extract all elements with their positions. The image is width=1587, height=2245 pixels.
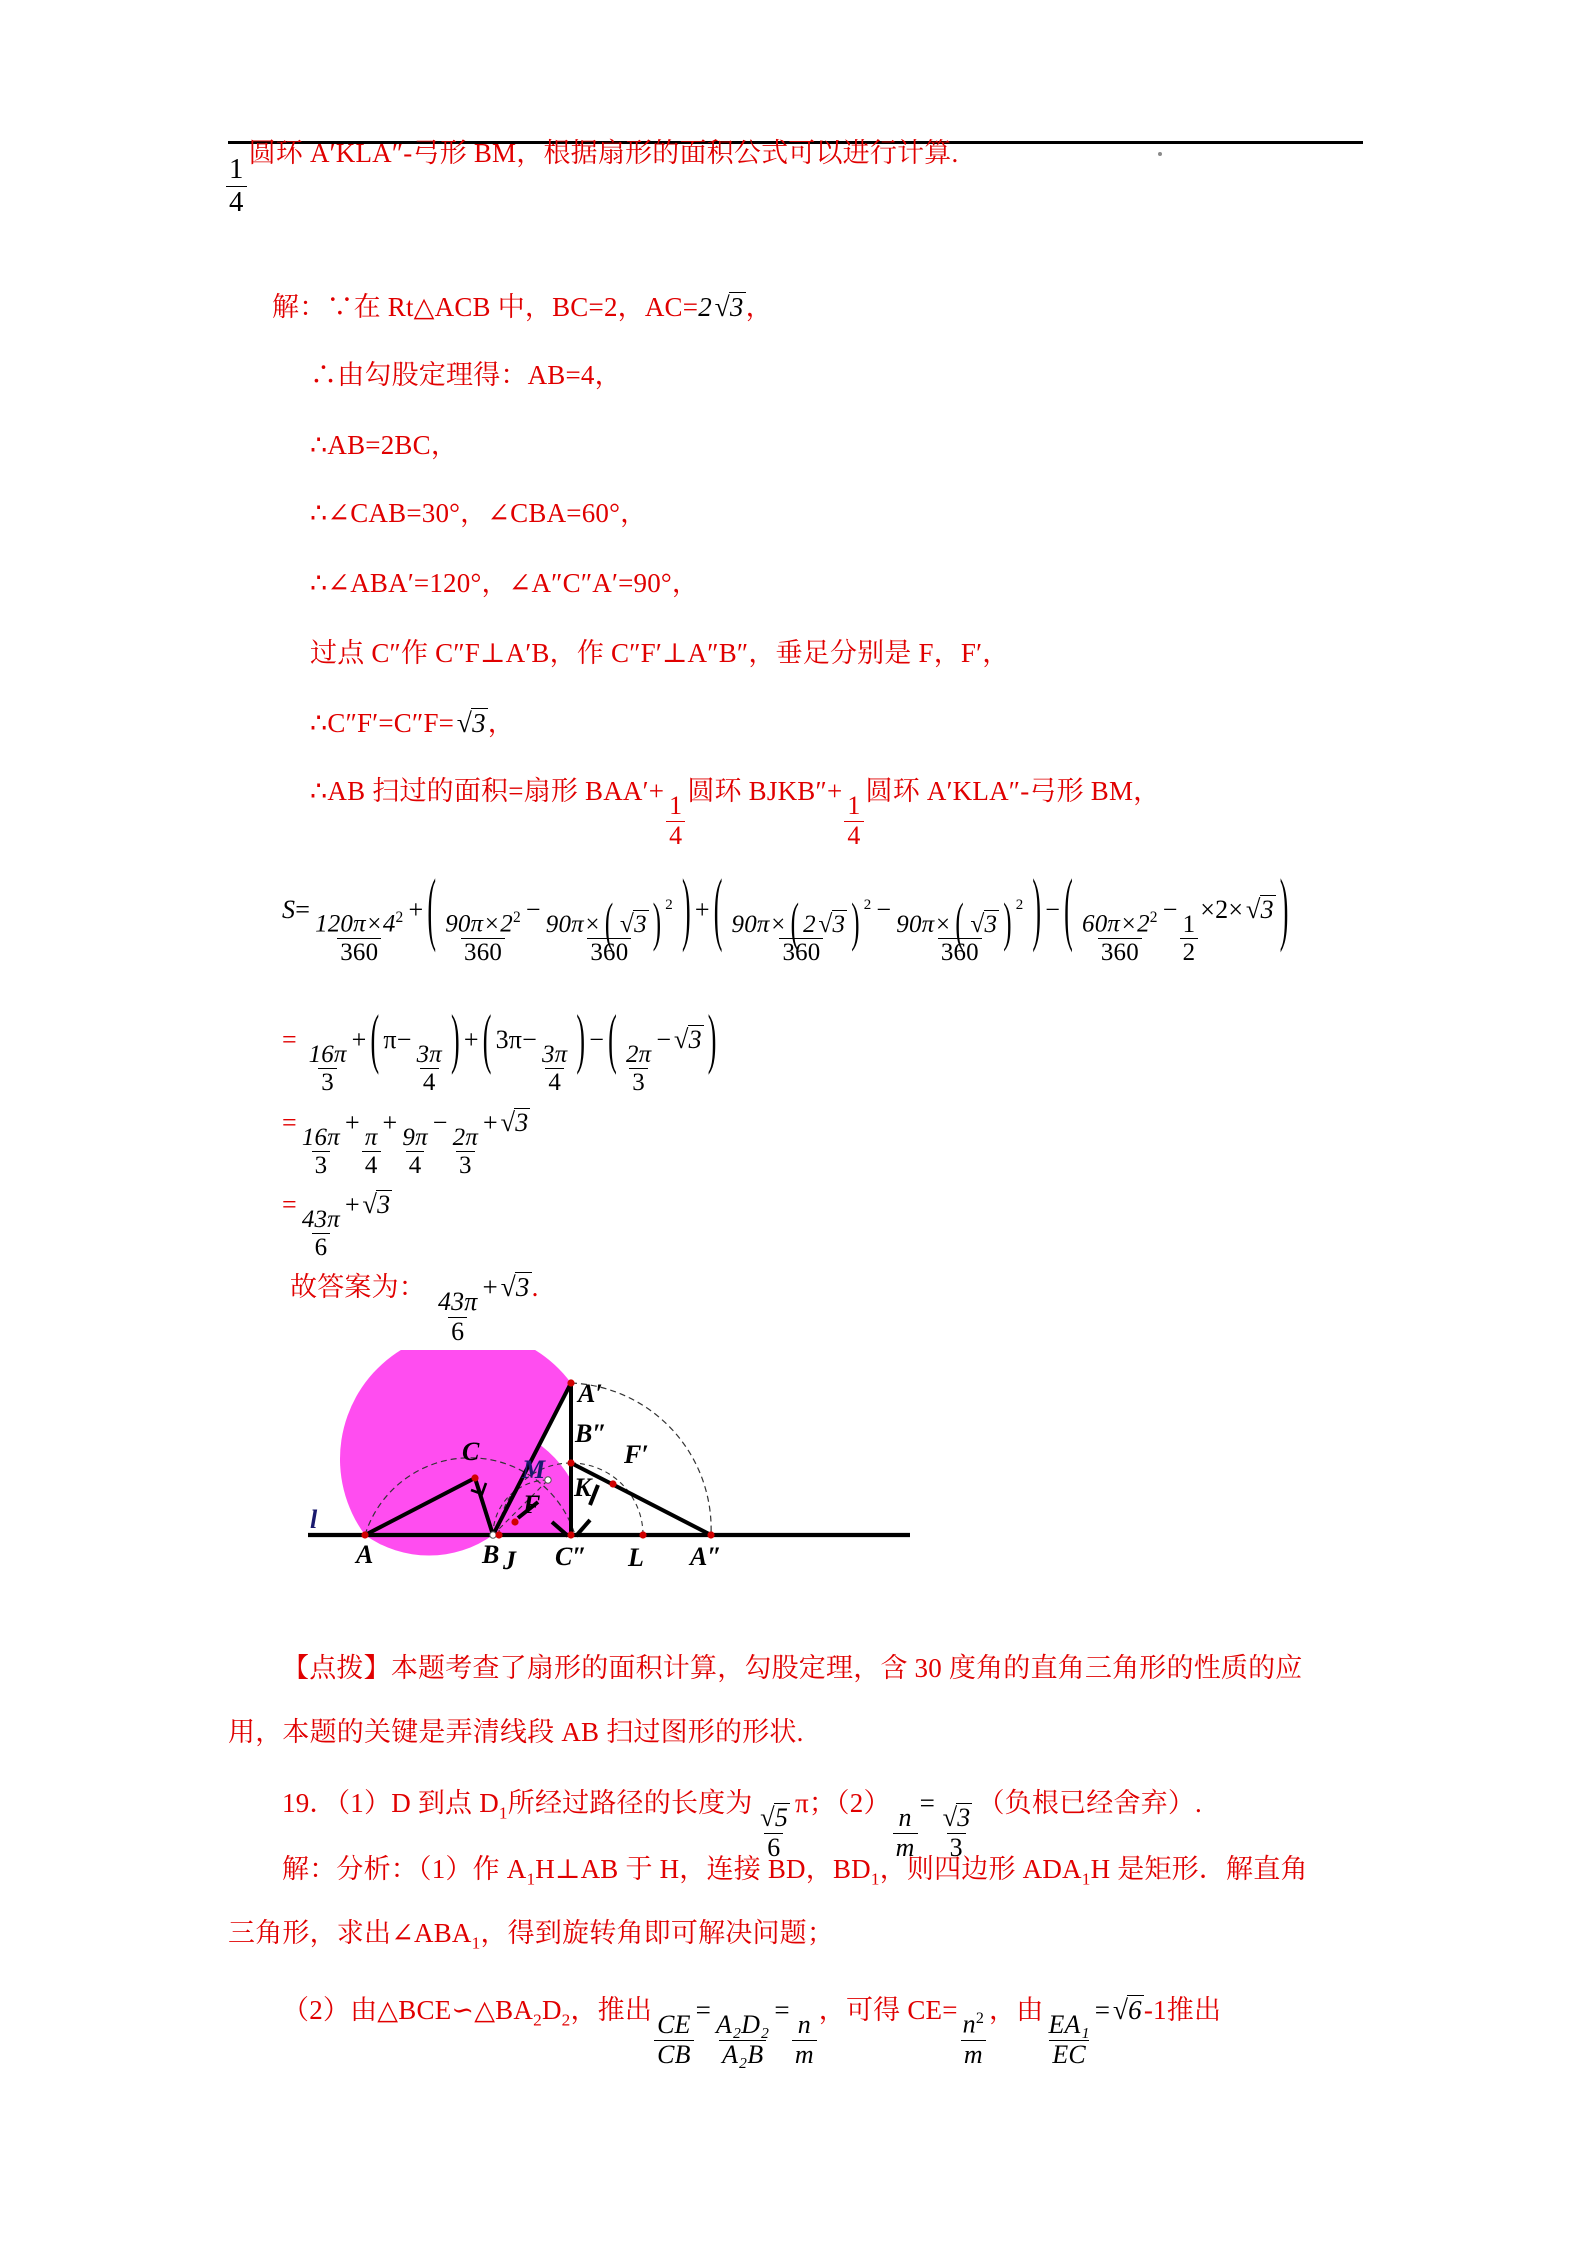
term3-4 <box>450 1125 481 1180</box>
sqrt-6: √6 <box>1112 1994 1142 2025</box>
operator-minus-g3: − <box>876 895 892 924</box>
q19p2-text-c: ，推出 <box>570 1995 653 2025</box>
fraction-A2D2-over-A2B <box>713 2012 772 2069</box>
numerator-exponent: 2 <box>1149 909 1158 927</box>
sqrt-3-answer: √3 <box>500 1271 530 1302</box>
label-point-A2: A″ <box>690 1542 722 1571</box>
operator-plus-l3-1: + <box>344 1108 360 1137</box>
numerator-text: 90π×2 <box>445 910 513 938</box>
step1-prefix: 解： <box>272 292 327 322</box>
term-denominator: 360 <box>779 938 823 966</box>
q19p2-comma-1: ， <box>818 1995 846 2025</box>
numerator-exponent: 2 <box>975 2010 985 2028</box>
term-2pi-over-3-a <box>623 1042 654 1097</box>
point-marker-M <box>545 1477 551 1483</box>
label-point-Fprime: F′ <box>624 1440 649 1469</box>
paren-close-l2-1: ) <box>450 1001 460 1076</box>
answer-plus: + <box>482 1272 498 1302</box>
q19-part1-post: 所经过路径的长度为 <box>507 1788 753 1818</box>
numerator-prefix: 90π× <box>731 910 787 938</box>
term-ring-inner <box>543 894 676 967</box>
operator-plus-1: + <box>408 895 424 924</box>
term-numerator: 3π <box>541 1040 568 1068</box>
step2-therefore-symbol: ∴ <box>310 360 338 390</box>
formula-main-S <box>282 862 1293 967</box>
step7-tail: ， <box>487 708 515 738</box>
term-denominator: 6 <box>764 1833 783 1862</box>
q19p2-text-b: D <box>541 1995 562 2025</box>
answer-label: 故答案为： <box>290 1272 426 1302</box>
q19a-sub-1: 1 <box>526 1869 536 1889</box>
q19a-post: ，则四边形 ADA <box>879 1854 1082 1884</box>
formula-line-2 <box>282 1001 721 1097</box>
fraction-nsq-over-m <box>960 2011 987 2069</box>
step-4 <box>310 500 647 527</box>
paren-close-2: ) <box>681 862 691 955</box>
operator-minus-l2-g1: − <box>396 1025 412 1054</box>
term-denominator: 4 <box>420 1068 439 1096</box>
q19p2-comma-2: ， <box>989 1995 1017 2025</box>
paren-close-4: ) <box>1279 862 1289 955</box>
q19a-end: H 是矩形．解直角 <box>1090 1854 1308 1884</box>
step-1 <box>272 292 773 321</box>
term-denominator: 360 <box>938 938 982 966</box>
step6-text: 过点 C″作 C″F⊥A′B，作 C″F′⊥A″B″，垂足分别是 F，F′， <box>310 638 1010 668</box>
term-numerator: n <box>797 2010 811 2040</box>
fraction-n-over-m-2 <box>792 2012 817 2069</box>
hint-text-2: 用，本题的关键是弄清线段 AB 扫过图形的形状. <box>228 1717 804 1747</box>
term-denominator: 6 <box>312 1233 331 1261</box>
term-numerator: 9π <box>402 1123 428 1151</box>
step4-therefore-symbol: ∴ <box>310 498 328 528</box>
q19-part1-pre: （1）D 到点 D <box>336 1788 499 1818</box>
q19-equals: = <box>919 1788 936 1818</box>
paren-sqrt-group: ( 2√3 ) $^2$ <box>790 894 872 953</box>
sqrt-radicand: 3 <box>1260 895 1274 924</box>
term-numerator: 2π <box>625 1040 652 1068</box>
power: 2 <box>1015 896 1024 913</box>
step7-text: C″F′=C″F= <box>327 708 455 738</box>
paren-open-l2-1: ( <box>370 1001 380 1076</box>
numerator-exponent: 2 <box>395 909 404 927</box>
formula-equals: = <box>295 895 311 924</box>
q19a-sub-2: 1 <box>870 1869 880 1889</box>
label-point-J: J <box>503 1546 516 1575</box>
term-numerator: 16π <box>301 1123 340 1151</box>
term-sector-BAA <box>312 910 406 966</box>
numerator-text: 60π×2 <box>1082 910 1150 938</box>
step5-text: ∠ABA′=120°，∠A″C″A′=90°， <box>327 568 700 598</box>
q19-pi: π <box>795 1788 809 1818</box>
formula-lhs: S <box>282 895 296 924</box>
q19p2-text-d: 可得 CE= <box>845 1995 958 2025</box>
operator-minus-g2: − <box>525 895 541 924</box>
point-marker-F <box>511 1518 518 1525</box>
fraction-denominator: 4 <box>226 186 247 218</box>
q19-part2-label: （2） <box>836 1788 891 1818</box>
answer-period: . <box>531 1272 539 1302</box>
step8-text-c: 圆环 A′KLA″-弓形 BM， <box>865 776 1161 806</box>
q19a-pre: 解：分析：（1）作 A <box>282 1854 527 1884</box>
term-ring-outer <box>442 910 524 966</box>
step5-therefore-symbol: ∴ <box>310 568 328 598</box>
label-point-C: C <box>462 1437 480 1466</box>
sqrt-3-step7: √3 <box>456 707 486 738</box>
geometry-figure <box>290 1350 1010 1590</box>
sqrt-radicand: 3 <box>515 1272 530 1302</box>
question-19-answer <box>282 1790 1202 1862</box>
q19a2-pre: 三角形，求出∠ABA <box>228 1918 472 1948</box>
hint-line-1 <box>282 1655 1303 1682</box>
point-marker-J <box>495 1531 502 1538</box>
point-marker-C2 <box>567 1531 574 1538</box>
hint-tag: 【点拨】 <box>282 1653 391 1683</box>
pi-term: π <box>383 1025 397 1054</box>
operator-minus-g4: − <box>1162 895 1178 924</box>
term-3pi-over-4-a <box>414 1042 445 1097</box>
term-ring2-outer <box>729 894 875 967</box>
fraction-denominator: 2 <box>1180 938 1199 966</box>
equals-4: = <box>282 1190 297 1219</box>
q19a-mid: H⊥AB 于 H，连接 BD，BD <box>535 1854 871 1884</box>
paren-close-l2-3: ) <box>707 1001 717 1076</box>
sqrt-radicand: 3 <box>832 910 846 938</box>
paren-close-l2-2: ) <box>576 1001 586 1076</box>
term-denominator: 4 <box>545 1068 564 1096</box>
term-numerator: √3 <box>942 1802 971 1833</box>
sqrt-3-l3: √3 <box>500 1107 529 1137</box>
fraction-denominator: 4 <box>844 821 863 850</box>
term-denominator: 4 <box>362 1151 381 1179</box>
paren-close-3: ) <box>1032 862 1042 955</box>
paren-sqrt-group: ( √3 ) $^2$ <box>604 894 673 953</box>
label-axis-l: l <box>310 1505 318 1534</box>
term-numerator: EA₁ <box>1048 2010 1090 2040</box>
term-denominator: 3 <box>318 1068 337 1096</box>
step4-text: ∠CAB=30°，∠CBA=60°， <box>327 498 648 528</box>
q19a2-post: ，得到旋转角即可解决问题； <box>480 1918 835 1948</box>
shaded-extra <box>365 1535 493 1556</box>
sqrt-3-step1: √3 <box>714 291 744 322</box>
point-marker-A <box>361 1531 368 1538</box>
term2-1 <box>306 1042 350 1097</box>
paren-open-4: ( <box>1064 862 1074 955</box>
q19-analysis-line-1 <box>282 1856 1308 1888</box>
line-quarter-ring <box>224 140 958 217</box>
fraction-one-quarter <box>226 152 247 218</box>
fraction-one-half <box>1180 912 1199 967</box>
term-segment-sector <box>1079 910 1161 966</box>
term-denominator: 3 <box>947 1833 966 1862</box>
point-marker-L <box>639 1531 646 1538</box>
q19p2-equals-2: = <box>774 1995 790 2025</box>
step8-text-b: 圆环 BJKB″+ <box>687 776 843 806</box>
hint-text-1: 本题考查了扇形的面积计算，勾股定理，含 30 度角的直角三角形的性质的应 <box>390 1653 1303 1683</box>
numerator-exponent: 2 <box>512 909 521 927</box>
label-point-Aprime: A′ <box>578 1379 603 1408</box>
q19-number: 19． <box>282 1788 337 1818</box>
term-denominator: 3 <box>456 1151 475 1179</box>
sqrt-radicand: 3 <box>957 1803 971 1833</box>
power: 2 <box>665 896 673 913</box>
three-pi-term: 3π <box>495 1025 523 1054</box>
q19p2-sub-a: 2 <box>533 2010 542 2030</box>
point-marker-Fprime <box>609 1480 616 1487</box>
term-numerator: 43π <box>301 1205 340 1233</box>
term-numerator: π <box>364 1123 378 1151</box>
step1-tail: ， <box>745 292 773 322</box>
label-point-M: M <box>522 1455 546 1484</box>
fraction-numerator: 1 <box>1182 910 1196 938</box>
label-point-L: L <box>628 1543 644 1572</box>
operator-plus-l4: + <box>344 1190 360 1219</box>
term-numerator: CE <box>657 2010 691 2040</box>
step1-text: 在 Rt△ACB 中，BC=2，AC= <box>353 292 699 322</box>
sqrt-radicand: 6 <box>1128 1995 1142 2025</box>
paren-open-2: ( <box>427 862 437 955</box>
operator-plus-l2-2: + <box>463 1025 479 1054</box>
q19p2-text-f: 推出 <box>1166 1995 1222 2025</box>
q19-analysis-line-2 <box>228 1920 834 1952</box>
q19p2-equals-3: = <box>1094 1995 1111 2025</box>
term-denominator: 360 <box>587 938 631 966</box>
step8-therefore-symbol: ∴ <box>310 776 328 806</box>
sqrt-3-l2: √3 <box>673 1024 702 1054</box>
header-dot-mark <box>1158 152 1162 156</box>
q19a-sub-3: 1 <box>1081 1869 1091 1889</box>
point-marker-C <box>471 1474 478 1481</box>
step1-coef: 2 <box>698 292 712 322</box>
step1-because-symbol: ∵ <box>326 292 354 322</box>
step-6 <box>310 640 1009 667</box>
operator-minus-l3-3: − <box>432 1108 448 1137</box>
term3-2 <box>362 1125 381 1180</box>
term-denominator: 360 <box>1098 938 1142 966</box>
term3-1 <box>299 1125 343 1180</box>
fraction-numerator: 1 <box>847 791 861 821</box>
fraction-EA1-over-EC <box>1045 2012 1092 2069</box>
q19p2-equals-1: = <box>695 1995 712 2025</box>
operator-minus-l2-g3: − <box>656 1025 672 1054</box>
term-denominator: 4 <box>406 1151 425 1179</box>
term-numerator: n <box>898 1803 912 1833</box>
operator-minus-l2-3: − <box>589 1025 605 1054</box>
term-denominator: m <box>893 1833 918 1862</box>
term-denominator: 360 <box>461 938 505 966</box>
term-numerator: √5 <box>760 1802 788 1833</box>
q19a2-sub: 1 <box>471 1933 481 1953</box>
fraction-numerator: 1 <box>229 152 244 185</box>
term-denominator: 3 <box>629 1068 648 1096</box>
term-numerator <box>312 910 406 938</box>
point-marker-Aprime <box>567 1379 574 1386</box>
hint-line-2 <box>228 1719 804 1746</box>
point-marker-B <box>490 1532 496 1538</box>
step-3 <box>310 432 458 459</box>
fraction-one-quarter-1 <box>666 793 685 850</box>
equals-3: = <box>282 1108 297 1137</box>
label-point-C2: C″ <box>555 1542 587 1571</box>
answer-fraction <box>435 1289 481 1346</box>
label-point-K: K <box>574 1473 592 1502</box>
term-numerator <box>1079 910 1161 938</box>
q19-part1-sub: 1 <box>498 1803 508 1823</box>
step3-text: AB=2BC， <box>327 430 459 460</box>
fraction-numerator: 1 <box>669 791 683 821</box>
sqrt-3-l4: √3 <box>362 1189 391 1219</box>
term4-1 <box>299 1207 343 1262</box>
numerator-text: n <box>962 2010 976 2040</box>
term-numerator: 16π <box>308 1040 347 1068</box>
step2-text: 由勾股定理得：AB=4， <box>337 360 622 390</box>
term-numerator: 43π <box>437 1287 478 1317</box>
term3-3 <box>399 1125 430 1180</box>
term-denominator: EC <box>1049 2040 1089 2069</box>
sqrt-radicand: 3 <box>634 910 647 938</box>
numerator-prefix: 90π× <box>545 910 601 938</box>
sqrt-radicand: 3 <box>515 1108 529 1137</box>
operator-plus-l3-2: + <box>382 1108 398 1137</box>
term-denominator: m <box>792 2040 817 2069</box>
term-numerator <box>442 910 524 938</box>
label-point-A: A <box>356 1540 374 1569</box>
fraction-denominator: 4 <box>666 821 685 850</box>
q19-semicolon: ； <box>808 1788 837 1818</box>
term-3pi-over-4-b <box>539 1042 570 1097</box>
q19p2-label: （2） <box>282 1995 351 2025</box>
paren-sqrt-group: ( √3 ) $^2$ <box>955 894 1024 953</box>
label-point-B: B <box>482 1540 500 1569</box>
coefficient: 2 <box>803 910 816 938</box>
formula-line-4-result <box>282 1190 392 1261</box>
operator-minus-4: − <box>1045 895 1061 924</box>
term-numerator: 3π <box>416 1040 442 1068</box>
q19p2-sub-b: 2 <box>561 2010 571 2030</box>
q19p2-text-e: 由 <box>1016 1995 1044 2025</box>
fraction-CE-over-CB <box>654 2012 694 2069</box>
formula-line-3 <box>282 1108 530 1179</box>
q19-part2-line <box>282 1995 1221 2069</box>
step-8-area-decomposition <box>310 778 1160 850</box>
term-denominator: CB <box>654 2040 694 2069</box>
sqrt-radicand: 3 <box>472 708 486 738</box>
numerator-prefix: 90π× <box>896 910 952 938</box>
paren-open-l2-3: ( <box>608 1001 617 1076</box>
answer-line <box>290 1272 539 1346</box>
q19p2-minus-one: -1 <box>1143 1995 1167 2025</box>
sqrt-radicand: 3 <box>377 1190 391 1219</box>
sqrt-radicand: 3 <box>688 1025 702 1054</box>
term-numerator <box>960 2011 987 2040</box>
line1-text-b: A′KLA″-弓形 BM，根据扇形的面积公式可以进行计算. <box>309 138 959 168</box>
operator-plus-2: + <box>694 895 710 924</box>
operator-minus-l2-g2: − <box>522 1025 537 1054</box>
triangle-rest: ×2× <box>1200 895 1244 924</box>
numerator-text: 120π×4 <box>315 910 396 938</box>
label-point-F: F <box>523 1490 541 1519</box>
q19p2-text-a: 由△BCE∽△BA <box>350 1995 534 2025</box>
step-2 <box>310 362 622 389</box>
term-numerator: A₂D₂ <box>716 2010 770 2040</box>
fraction-one-quarter-2 <box>844 793 863 850</box>
operator-plus-l2-1: + <box>351 1025 367 1054</box>
term-denominator: 6 <box>448 1317 467 1346</box>
step3-therefore-symbol: ∴ <box>310 430 328 460</box>
step7-therefore-symbol: ∴ <box>310 708 328 738</box>
sqrt-radicand: 3 <box>729 292 744 322</box>
step-5 <box>310 570 699 597</box>
step-7 <box>310 708 515 737</box>
term-denominator: 3 <box>312 1151 331 1179</box>
paren-open-l2-2: ( <box>482 1001 492 1076</box>
point-marker-A2 <box>707 1531 714 1538</box>
operator-plus-l3-4: + <box>483 1108 498 1137</box>
term-denominator: m <box>961 2040 986 2069</box>
term-denominator: 360 <box>337 938 381 966</box>
label-point-B2: B″ <box>575 1419 607 1448</box>
line1-text-a: 圆环 <box>248 138 304 168</box>
equals-2: = <box>282 1025 297 1054</box>
point-marker-B2 <box>567 1459 574 1466</box>
term-numerator: 2π <box>452 1123 479 1151</box>
paren-open-3: ( <box>713 862 723 955</box>
step8-text-a: AB 扫过的面积=扇形 BAA′+ <box>327 776 665 806</box>
sqrt-radicand: 5 <box>774 1803 788 1833</box>
sqrt-3-g4: √3 <box>1245 894 1274 924</box>
term-ring2-inner <box>893 894 1026 967</box>
term-denominator: A₂B <box>719 2040 766 2069</box>
sqrt-radicand: 3 <box>984 910 998 938</box>
q19-note: （负根已经舍弃）. <box>977 1788 1203 1818</box>
power: 2 <box>863 896 872 913</box>
